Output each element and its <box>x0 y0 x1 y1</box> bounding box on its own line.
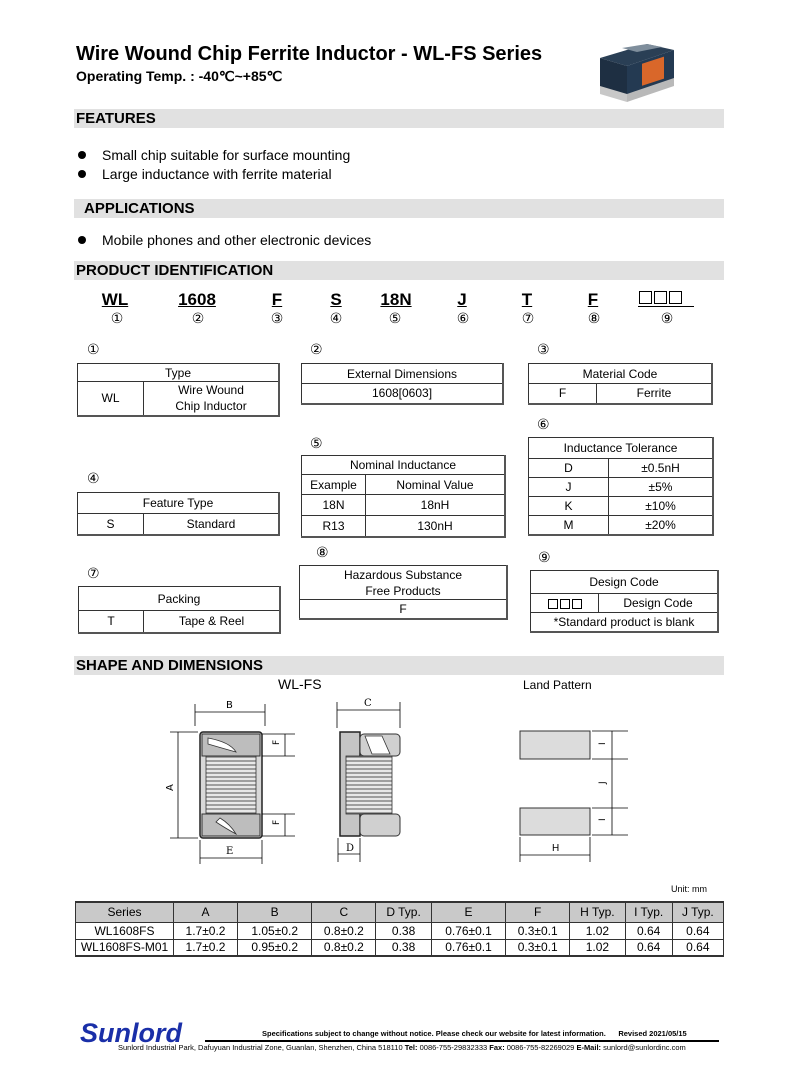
footer-note: Specifications subject to change without notice. Please check our website for latest information. Revised 2021/05/15 <box>262 1029 687 1038</box>
feature-header: Feature Type <box>78 493 280 514</box>
code-part-tolerance: J <box>457 290 467 309</box>
inductance-col2: Nominal Value <box>366 475 506 495</box>
tolerance-marker: ⑥ <box>537 417 550 433</box>
type-value: Wire Wound Chip Inductor <box>144 382 280 416</box>
page-title: Wire Wound Chip Ferrite Inductor - WL-FS Series <box>76 43 543 65</box>
inductance-example: 18N <box>302 495 366 516</box>
cell: 0.8±0.2 <box>312 939 376 956</box>
table-row <box>76 922 724 939</box>
label-f-bottom: F <box>272 819 282 825</box>
dimension-drawing <box>150 694 650 869</box>
packing-marker: ⑦ <box>87 566 100 582</box>
type-header: Type <box>78 364 280 382</box>
cell: 0.95±0.2 <box>237 939 311 956</box>
feature-type-table <box>77 492 280 536</box>
marker-2: ② <box>191 311 205 327</box>
table-row <box>76 939 724 956</box>
inductance-value: 130nH <box>366 516 506 537</box>
cell: WL1608FS-M01 <box>76 939 174 956</box>
marker-1: ① <box>110 311 124 327</box>
tolerance-code: J <box>529 478 609 497</box>
identification-heading: PRODUCT IDENTIFICATION <box>74 261 724 280</box>
marker-3: ③ <box>270 311 284 327</box>
tolerance-code: M <box>529 516 609 535</box>
land-pattern-title: Land Pattern <box>523 678 592 692</box>
footer-divider <box>205 1040 719 1042</box>
shape-heading: SHAPE AND DIMENSIONS <box>74 656 724 675</box>
cell: 0.76±0.1 <box>431 922 505 939</box>
label-i-bottom: I <box>598 818 608 821</box>
inductance-marker: ⑤ <box>310 436 323 452</box>
label-b: B <box>226 700 233 711</box>
inductance-col1: Example <box>302 475 366 495</box>
dimension-table-header <box>76 902 724 922</box>
dim-marker: ② <box>310 342 323 358</box>
col-b: B <box>237 902 311 922</box>
cell: WL1608FS <box>76 922 174 939</box>
material-header: Material Code <box>529 364 713 384</box>
feature-marker: ④ <box>87 471 100 487</box>
drawing-title: WL-FS <box>278 676 322 692</box>
cell: 0.64 <box>672 939 723 956</box>
tolerance-code: D <box>529 459 609 478</box>
code-part-inductance: 18N <box>380 290 412 309</box>
code-part-material: F <box>271 290 283 309</box>
cell: 1.7±0.2 <box>174 922 238 939</box>
applications-heading: APPLICATIONS <box>74 199 724 218</box>
packing-header: Packing <box>79 587 281 611</box>
tolerance-table <box>528 437 714 536</box>
hazard-value: F <box>300 600 508 619</box>
col-d: D Typ. <box>376 902 431 922</box>
col-e: E <box>431 902 505 922</box>
code-part-size: 1608 <box>178 290 216 309</box>
label-f-top: F <box>272 739 282 745</box>
cell: 1.02 <box>570 939 625 956</box>
tolerance-header: Inductance Tolerance <box>529 438 714 459</box>
tolerance-value: ±10% <box>609 497 714 516</box>
cell: 1.7±0.2 <box>174 939 238 956</box>
design-header: Design Code <box>531 571 719 594</box>
marker-5: ⑤ <box>388 311 402 327</box>
type-marker: ① <box>87 342 100 358</box>
cell: 1.05±0.2 <box>237 922 311 939</box>
design-note: *Standard product is blank <box>531 613 719 632</box>
cell: 0.64 <box>672 922 723 939</box>
tolerance-code: K <box>529 497 609 516</box>
bullet-icon <box>78 151 86 159</box>
hazard-header: Hazardous Substance Free Products <box>300 566 508 600</box>
feature-item: Large inductance with ferrite material <box>78 166 332 182</box>
bullet-icon <box>78 170 86 178</box>
inductance-table <box>301 455 506 538</box>
dimensions-table <box>301 363 504 405</box>
label-i-top: I <box>598 742 608 745</box>
label-j: J <box>598 781 608 784</box>
col-a: A <box>174 902 238 922</box>
marker-6: ⑥ <box>456 311 470 327</box>
design-marker: ⑨ <box>538 550 551 566</box>
marker-8: ⑧ <box>587 311 601 327</box>
packing-value: Tape & Reel <box>144 611 281 633</box>
code-part-wl: WL <box>101 290 129 309</box>
cell: 1.02 <box>570 922 625 939</box>
cell: 0.76±0.1 <box>431 939 505 956</box>
col-c: C <box>312 902 376 922</box>
hazard-marker: ⑧ <box>316 545 329 561</box>
label-c: C <box>364 698 372 709</box>
col-i: I Typ. <box>625 902 672 922</box>
cell: 0.64 <box>625 939 672 956</box>
type-table <box>77 363 280 417</box>
label-h: H <box>552 843 560 854</box>
cell: 0.3±0.1 <box>506 922 570 939</box>
label-e: E <box>226 846 234 857</box>
code-part-feature: S <box>330 290 342 309</box>
cell: 0.3±0.1 <box>506 939 570 956</box>
code-part-design-boxes <box>638 289 683 307</box>
packing-table <box>78 586 281 634</box>
dimension-table <box>75 901 724 957</box>
tolerance-value: ±20% <box>609 516 714 535</box>
dim-value: 1608[0603] <box>302 384 504 404</box>
material-value: Ferrite <box>597 384 713 404</box>
footer-address: Sunlord Industrial Park, Dafuyuan Industrial Zone, Guanlan, Shenzhen, China 518110 Tel: 0086-755-29832333 Fax: 0086-755-82269029 E-Mail: sunlord@sunlordinc.com <box>118 1043 686 1052</box>
dim-header: External Dimensions <box>302 364 504 384</box>
bullet-icon <box>78 236 86 244</box>
marker-4: ④ <box>329 311 343 327</box>
application-item: Mobile phones and other electronic devices <box>78 232 371 248</box>
col-series: Series <box>76 902 174 922</box>
col-j: J Typ. <box>672 902 723 922</box>
features-heading: FEATURES <box>74 109 724 128</box>
inductance-example: R13 <box>302 516 366 537</box>
design-code-label: Design Code <box>599 594 719 613</box>
cell: 0.38 <box>376 939 431 956</box>
design-table <box>530 570 719 633</box>
hazard-table <box>299 565 508 620</box>
material-marker: ③ <box>537 342 550 358</box>
design-underline <box>638 306 694 307</box>
col-h: H Typ. <box>570 902 625 922</box>
feature-value: Standard <box>144 514 280 535</box>
sunlord-logo: Sunlord <box>80 1018 182 1048</box>
type-code: WL <box>78 382 144 416</box>
marker-7: ⑦ <box>521 311 535 327</box>
label-a: A <box>165 784 176 791</box>
label-d: D <box>346 843 355 854</box>
cell: 0.8±0.2 <box>312 922 376 939</box>
design-boxes <box>531 594 599 613</box>
cell: 0.38 <box>376 922 431 939</box>
operating-temp: Operating Temp. : -40℃~+85℃ <box>76 68 283 84</box>
cell: 0.64 <box>625 922 672 939</box>
code-part-packing: T <box>521 290 533 309</box>
packing-code: T <box>79 611 144 633</box>
inductance-value: 18nH <box>366 495 506 516</box>
marker-9: ⑨ <box>660 311 674 327</box>
feature-code: S <box>78 514 144 535</box>
code-part-hazard: F <box>587 290 599 309</box>
feature-item: Small chip suitable for surface mounting <box>78 147 350 163</box>
inductance-header: Nominal Inductance <box>302 456 506 475</box>
unit-label: Unit: mm <box>671 884 707 894</box>
inductor-product-image <box>592 36 682 104</box>
tolerance-value: ±5% <box>609 478 714 497</box>
material-code: F <box>529 384 597 404</box>
col-f: F <box>506 902 570 922</box>
material-table <box>528 363 713 405</box>
tolerance-value: ±0.5nH <box>609 459 714 478</box>
